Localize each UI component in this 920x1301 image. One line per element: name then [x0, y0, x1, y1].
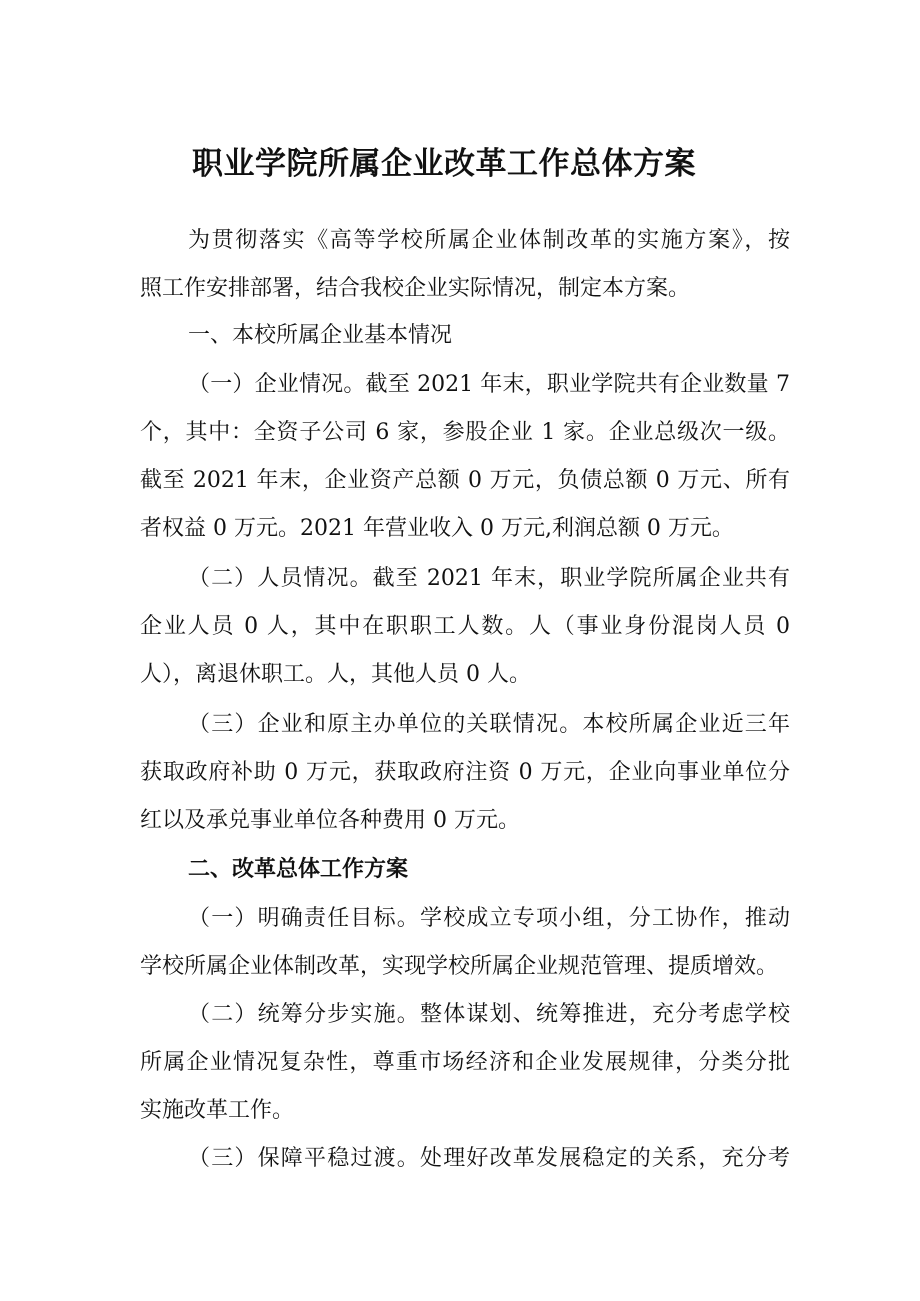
- s1-p3-line-1: （三）企业和原主办单位的关联情况。本校所属企业近三年: [188, 712, 790, 737]
- s1-p2-line-3: 人），离退休职工。人，其他人员 0 人。: [140, 662, 531, 687]
- document-title: 职业学院所属企业改革工作总体方案: [192, 146, 696, 182]
- s2-p2-line-3: 实施改革工作。: [140, 1098, 295, 1123]
- s1-p3-line-3: 红以及承兑事业单位各种费用 0 万元。: [140, 808, 520, 833]
- s1-p1-line-2: 个，其中：全资子公司 6 家，参股企业 1 家。企业总级次一级。: [140, 420, 790, 445]
- s2-p2-line-1: （二）统筹分步实施。整体谋划、统筹推进，充分考虑学校: [188, 1002, 790, 1027]
- s1-p1-line-1: （一）企业情况。截至 2021 年末，职业学院共有企业数量 7: [188, 372, 790, 397]
- section2-heading: 二、改革总体工作方案: [188, 857, 409, 882]
- s2-p1-line-1: （一）明确责任目标。学校成立专项小组，分工协作，推动: [188, 906, 790, 931]
- s2-p3-line-1: （三）保障平稳过渡。处理好改革发展稳定的关系，充分考: [188, 1146, 790, 1171]
- intro-line-2: 照工作安排部署，结合我校企业实际情况，制定本方案。: [140, 276, 691, 301]
- section1-heading: 一、本校所属企业基本情况: [188, 323, 453, 348]
- s2-p2-line-2: 所属企业情况复杂性，尊重市场经济和企业发展规律，分类分批: [140, 1050, 790, 1075]
- s2-p1-line-2: 学校所属企业体制改革，实现学校所属企业规范管理、提质增效。: [140, 954, 779, 979]
- s1-p2-line-2: 企业人员 0 人，其中在职职工人数。人（事业身份混岗人员 0: [140, 614, 790, 639]
- s1-p3-line-2: 获取政府补助 0 万元，获取政府注资 0 万元，企业向事业单位分: [140, 760, 790, 785]
- s1-p2-line-1: （二）人员情况。截至 2021 年末，职业学院所属企业共有: [188, 566, 790, 591]
- s1-p1-line-3: 截至 2021 年末，企业资产总额 0 万元，负债总额 0 万元、所有: [140, 468, 790, 493]
- intro-line-1: 为贯彻落实《高等学校所属企业体制改革的实施方案》，按: [188, 228, 790, 253]
- s1-p1-line-4: 者权益 0 万元。2021 年营业收入 0 万元,利润总额 0 万元。: [140, 516, 734, 541]
